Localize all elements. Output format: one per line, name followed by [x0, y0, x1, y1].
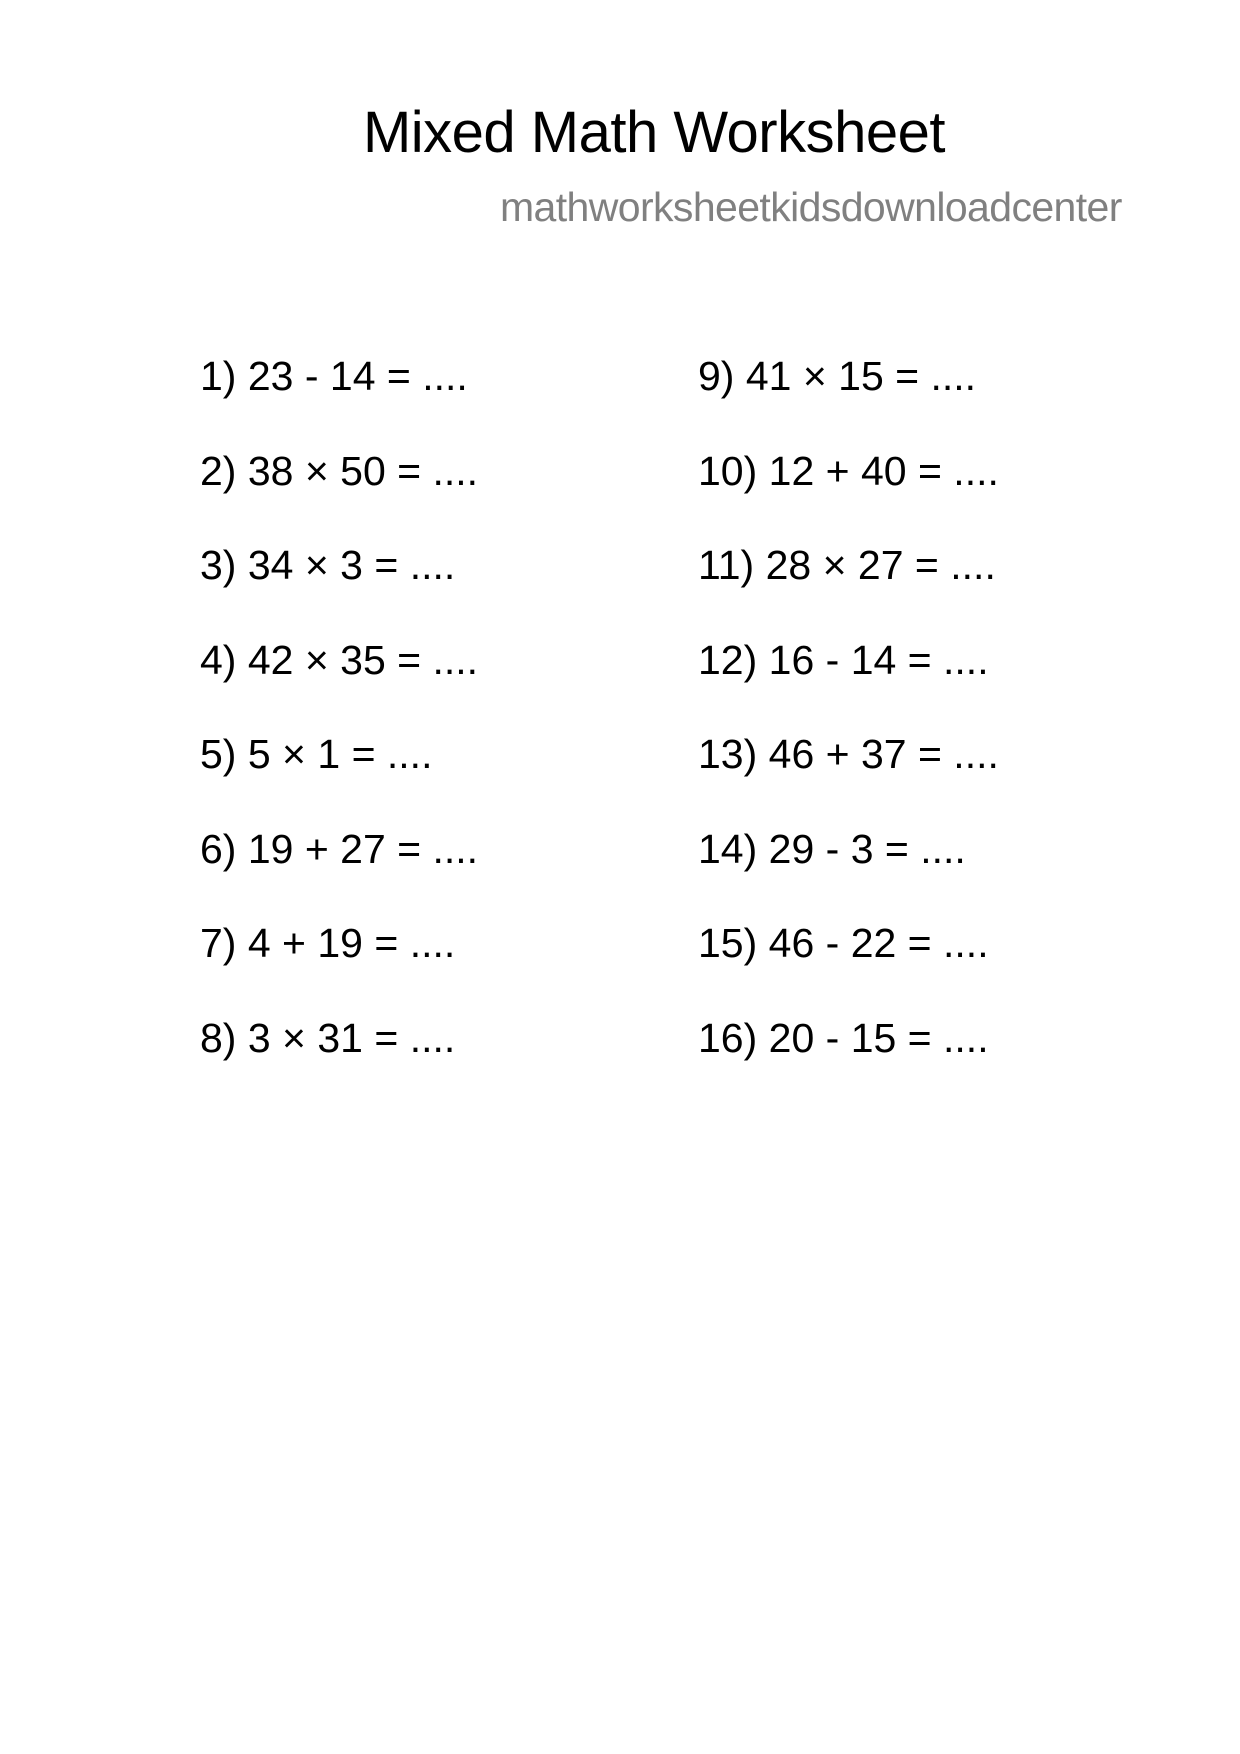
problem-1: 1) 23 - 14 = ....	[200, 353, 468, 399]
problems-right-column	[698, 346, 999, 1102]
problem-8: 8) 3 × 31 = ....	[200, 1014, 456, 1061]
problem-16: 16) 20 - 15 = ....	[698, 1014, 989, 1061]
problem-11: 11) 28 × 27 = ....	[698, 542, 996, 588]
problem-10: 10) 12 + 40 = ....	[698, 447, 999, 494]
problem-5: 5) 5 × 1 = ....	[200, 731, 433, 777]
worksheet-title: Mixed Math Worksheet	[362, 100, 946, 165]
worksheet-subtitle: mathworksheetkidsdownloadcenter	[500, 184, 1122, 230]
problem-6: 6) 19 + 27 = ....	[200, 825, 479, 872]
problem-7: 7) 4 + 19 = ....	[200, 920, 456, 966]
problem-13: 13) 46 + 37 = ....	[698, 731, 999, 777]
problem-15: 15) 46 - 22 = ....	[698, 920, 989, 966]
problem-12: 12) 16 - 14 = ....	[698, 636, 989, 683]
problem-3: 3) 34 × 3 = ....	[200, 542, 456, 588]
problem-2: 2) 38 × 50 = ....	[200, 447, 479, 494]
problems-left-column	[200, 346, 478, 1102]
problem-9: 9) 41 × 15 = ....	[698, 353, 977, 399]
problem-4: 4) 42 × 35 = ....	[200, 636, 479, 683]
problem-14: 14) 29 - 3 = ....	[698, 825, 966, 872]
